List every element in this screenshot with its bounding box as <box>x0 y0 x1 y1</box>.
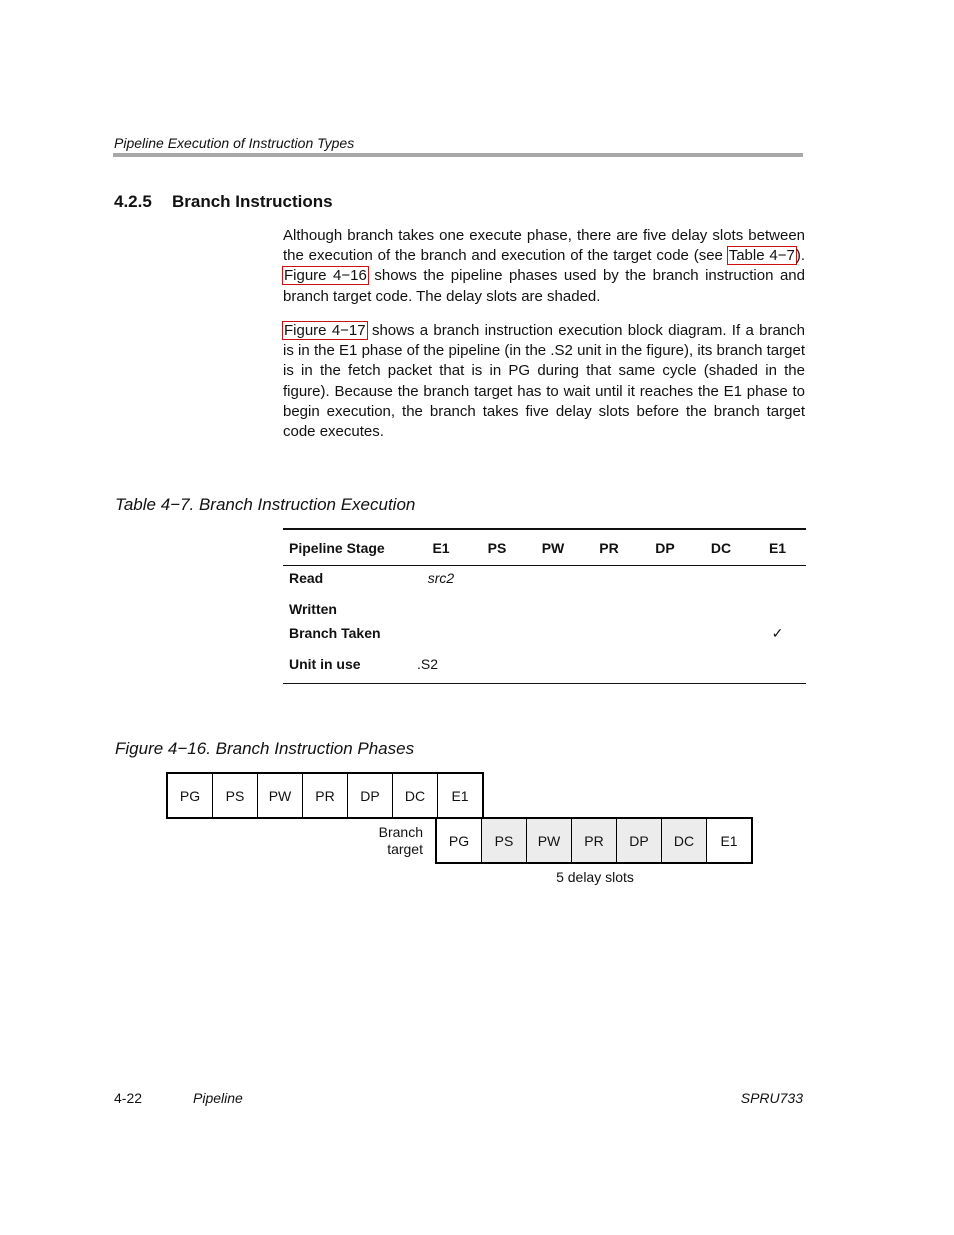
branch-target-pipeline-row <box>435 817 753 864</box>
phase-cell: DC <box>393 774 438 817</box>
delay-slot-cell: PW <box>527 819 572 862</box>
table-row <box>283 621 806 645</box>
read-e1-value: src2 <box>427 570 455 586</box>
running-head: Pipeline Execution of Instruction Types <box>114 135 355 151</box>
paragraph-2 <box>283 321 805 442</box>
header-e1: E1 <box>432 539 450 556</box>
paragraph-text: shows the pipeline phases used by the branch instruction and branch target code. The delay slots are shaded. <box>283 267 805 305</box>
delay-slot-cell: PR <box>572 819 617 862</box>
phase-cell: PG <box>437 819 482 862</box>
delay-slot-cell: DP <box>617 819 662 862</box>
table-caption: Table 4−7. Branch Instruction Execution <box>115 495 416 514</box>
phase-cell: PG <box>168 774 213 817</box>
branch-execution-table <box>283 528 806 684</box>
header-dp: DP <box>655 539 675 556</box>
branch-pipeline-row <box>166 772 484 819</box>
figure-4-16-link[interactable]: Figure 4−16 <box>284 267 367 285</box>
table-row <box>283 566 806 591</box>
footer-chapter: Pipeline <box>193 1090 243 1106</box>
phase-cell: DP <box>348 774 393 817</box>
table-header-row <box>283 529 806 566</box>
row-label-read: Read <box>289 570 324 586</box>
phase-cell: E1 <box>451 787 469 804</box>
section-heading <box>114 192 333 212</box>
header-e1-second: E1 <box>768 539 787 556</box>
phase-cell: PW <box>258 774 303 817</box>
branch-target-label <box>360 824 423 858</box>
delay-slots-label: 5 delay slots <box>556 869 634 885</box>
branch-target-line: Branch <box>378 824 423 840</box>
row-label-unit-in-use: Unit in use <box>289 656 361 672</box>
footer-doc-id: SPRU733 <box>740 1090 803 1106</box>
section-number: 4.2.5 <box>114 192 152 211</box>
page-number: 4-22 <box>114 1090 143 1106</box>
header-pw: PW <box>541 539 565 556</box>
header-rule <box>113 153 803 157</box>
section-title: Branch Instructions <box>172 192 333 211</box>
table-row <box>283 652 806 676</box>
branch-target-line: target <box>387 841 423 857</box>
checkmark-icon: ✓ <box>771 624 784 641</box>
header-pipeline-stage: Pipeline Stage <box>289 539 385 556</box>
table-row <box>283 597 806 621</box>
header-dc: DC <box>710 539 732 556</box>
paragraph-text: ). <box>795 247 805 265</box>
delay-slot-cell: DC <box>662 819 707 862</box>
paragraph-text: Although branch takes one execute phase, there are five delay slots between the execution of the branch and execution of the target code (see <box>283 227 805 265</box>
delay-slot-cell: PS <box>482 819 527 862</box>
figure-caption: Figure 4−16. Branch Instruction Phases <box>115 739 415 758</box>
table-4-7-link[interactable]: Table 4−7 <box>728 247 795 265</box>
header-pr: PR <box>599 539 619 556</box>
phase-cell: E1 <box>720 832 738 849</box>
unit-e1-value: .S2 <box>417 656 439 672</box>
paragraph-1 <box>283 226 805 307</box>
phase-cell: PR <box>303 774 348 817</box>
figure-4-17-link[interactable]: Figure 4−17 <box>284 322 366 339</box>
row-label-branch-taken: Branch Taken <box>289 625 381 641</box>
header-ps: PS <box>487 539 507 556</box>
paragraph-text: shows a branch instruction execution block diagram. If a branch is in the E1 phase of the pipeline (in the .S2 unit in the figure), its branch target is in the fetch packet that is in PG during that same cycle (shaded in the figure). Because the branch target has to wait until it reaches the E1 phase to begin execution, the branch takes five delay slots before the branch target code executes. <box>283 322 805 441</box>
row-label-written: Written <box>289 601 337 617</box>
phase-cell: PS <box>213 774 258 817</box>
